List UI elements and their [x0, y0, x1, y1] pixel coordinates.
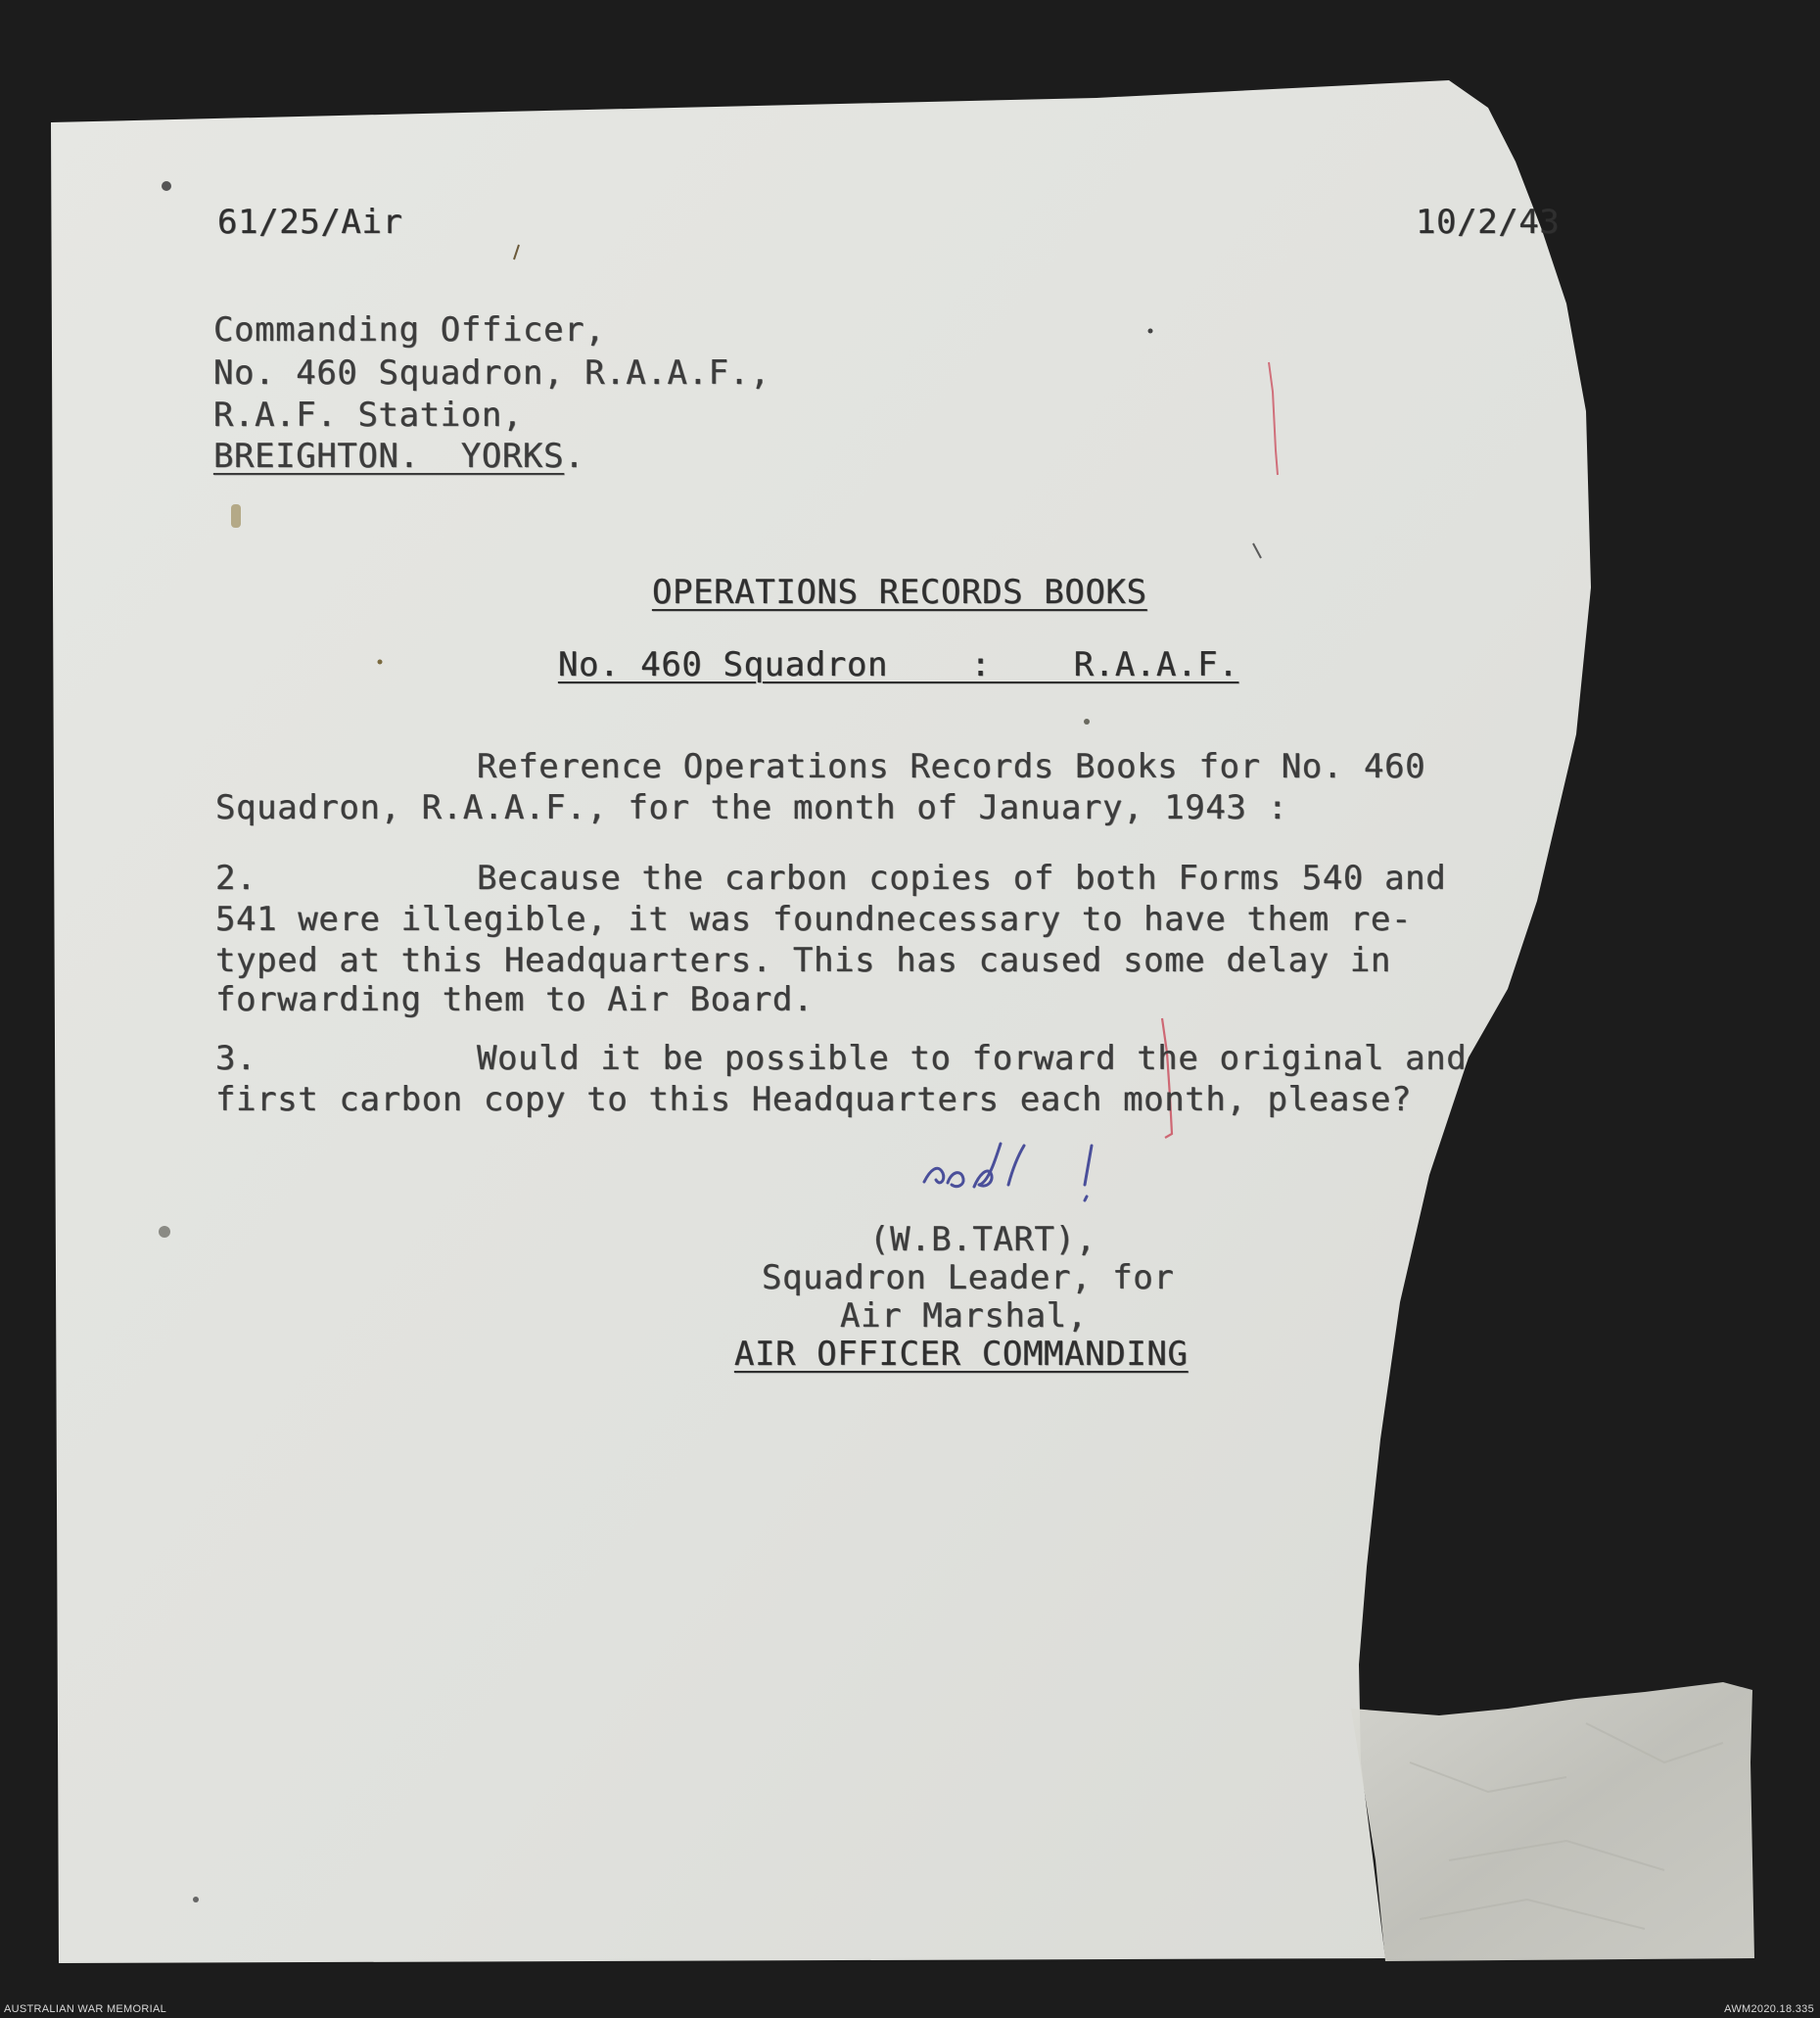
- letter-date: 10/2/43: [1416, 203, 1561, 242]
- signatory-rank: Squadron Leader, for: [762, 1258, 1175, 1297]
- tape-patch: [1351, 1682, 1754, 1961]
- signatory-name: (W.B.TART),: [869, 1220, 1097, 1259]
- addressee-line: Commanding Officer,: [213, 310, 606, 350]
- addressee-line: R.A.F. Station,: [213, 396, 524, 435]
- addressee-stop: .: [564, 437, 585, 476]
- addressee-place: BREIGHTON. YORKS: [213, 437, 565, 476]
- footer-institution: AUSTRALIAN WAR MEMORIAL: [4, 2003, 167, 2015]
- punch-mark: [162, 181, 171, 191]
- addressee-place-line: [213, 436, 584, 477]
- paragraph-line: typed at this Headquarters. This has caused some delay in: [215, 941, 1391, 980]
- paragraph-line: Would it be possible to forward the original and: [477, 1039, 1468, 1078]
- signatory-for-rank: Air Marshal,: [840, 1296, 1088, 1336]
- signatory-office: AIR OFFICER COMMANDING: [734, 1335, 1189, 1374]
- paragraph-line: Because the carbon copies of both Forms 540 and: [477, 859, 1447, 898]
- paragraph-number: 2.: [215, 859, 257, 898]
- addressee-line: No. 460 Squadron, R.A.A.F.,: [213, 353, 770, 393]
- paragraph-line: forwarding them to Air Board.: [215, 980, 815, 1019]
- paragraph-line: Squadron, R.A.A.F., for the month of January, 1943 :: [215, 788, 1288, 827]
- paragraph-line: Reference Operations Records Books for No. 460: [477, 747, 1426, 786]
- file-reference: 61/25/Air: [217, 203, 403, 242]
- paragraph-line: first carbon copy to this Headquarters each month, please?: [215, 1080, 1413, 1119]
- subject-unit: No. 460 Squadron : R.A.A.F.: [558, 645, 1239, 684]
- paragraph-line: 541 were illegible, it was foundnecessary to have them re-: [215, 900, 1413, 939]
- paragraph-number: 3.: [215, 1039, 257, 1078]
- footer-accession-number: AWM2020.18.335: [1724, 2003, 1814, 2015]
- subject-title: OPERATIONS RECORDS BOOKS: [652, 573, 1147, 612]
